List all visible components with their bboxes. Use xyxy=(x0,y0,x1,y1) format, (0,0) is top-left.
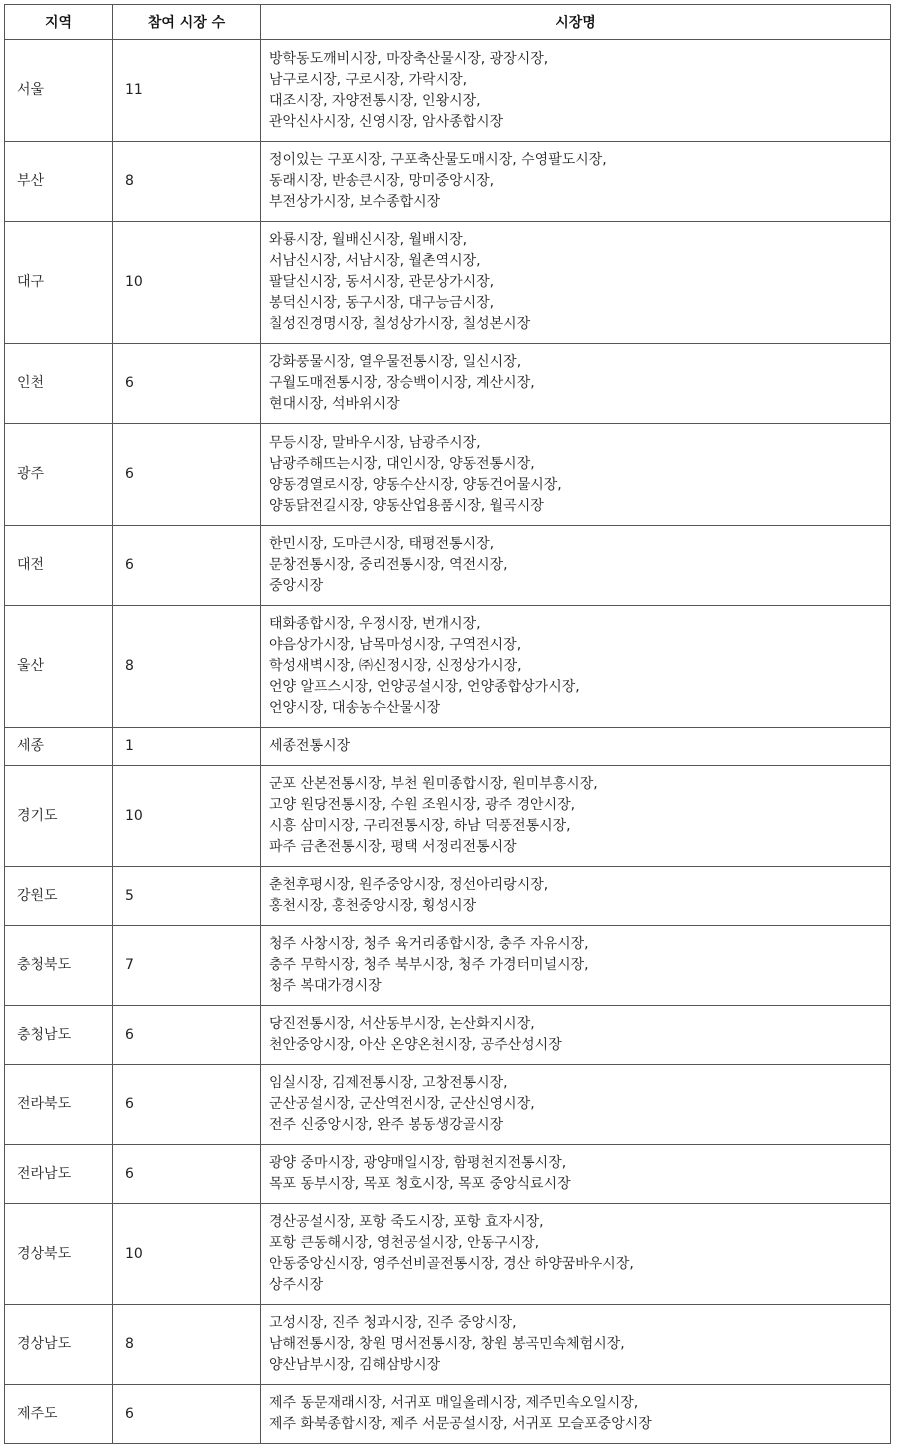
market-line: 제주 동문재래시장, 서귀포 매일올레시장, 제주민속오일시장, xyxy=(269,1395,639,1411)
region-cell: 대전 xyxy=(5,526,113,606)
table-row xyxy=(5,1385,891,1444)
header-row xyxy=(5,5,891,40)
market-line: 남구로시장, 구로시장, 가락시장, xyxy=(269,71,468,88)
count-cell: 6 xyxy=(113,1065,261,1145)
market-line: 세종전통시장 xyxy=(269,738,351,754)
count-cell: 6 xyxy=(113,1006,261,1065)
table-row xyxy=(5,1006,891,1065)
count-cell: 5 xyxy=(113,867,261,926)
table-row xyxy=(5,606,891,728)
markets-cell xyxy=(261,424,891,526)
markets-cell xyxy=(261,526,891,606)
market-table xyxy=(4,4,891,1444)
market-line: 전주 신중앙시장, 완주 봉동생강골시장 xyxy=(269,1117,504,1133)
market-line: 고양 원당전통시장, 수원 조원시장, 광주 경안시장, xyxy=(269,797,576,813)
market-line: 양동경열로시장, 양동수산시장, 양동건어물시장, xyxy=(269,476,562,493)
market-line: 제주 화북종합시장, 제주 서문공설시장, 서귀포 모슬포중앙시장 xyxy=(269,1416,652,1432)
market-line: 춘천후평시장, 원주중앙시장, 정선아리랑시장, xyxy=(269,877,549,893)
count-cell: 1 xyxy=(113,728,261,766)
region-cell: 광주 xyxy=(5,424,113,526)
market-line: 언양 알프스시장, 언양공설시장, 언양종합상가시장, xyxy=(269,679,580,695)
market-line: 군산공설시장, 군산역전시장, 군산신영시장, xyxy=(269,1096,535,1112)
region-cell: 충청북도 xyxy=(5,926,113,1006)
count-cell: 6 xyxy=(113,1145,261,1204)
count-cell: 6 xyxy=(113,344,261,424)
table-row xyxy=(5,526,891,606)
region-cell: 서울 xyxy=(5,40,113,142)
market-line: 한민시장, 도마큰시장, 태평전통시장, xyxy=(269,536,495,552)
count-cell: 10 xyxy=(113,222,261,344)
table-row xyxy=(5,222,891,344)
table-body xyxy=(5,40,891,1444)
market-line: 대조시장, 자양전통시장, 인왕시장, xyxy=(269,92,481,109)
market-line: 포항 큰동해시장, 영천공설시장, 안동구시장, xyxy=(269,1235,540,1251)
market-line: 봉덕신시장, 동구시장, 대구능금시장, xyxy=(269,295,495,311)
count-cell: 10 xyxy=(113,1204,261,1305)
market-line: 서남신시장, 서남시장, 월촌역시장, xyxy=(269,253,481,269)
count-cell: 6 xyxy=(113,526,261,606)
markets-cell xyxy=(261,1006,891,1065)
markets-cell xyxy=(261,142,891,222)
market-line: 구월도매전통시장, 장승백이시장, 계산시장, xyxy=(269,375,535,391)
count-cell: 6 xyxy=(113,1385,261,1444)
market-line: 청주 사창시장, 청주 육거리종합시장, 충주 자유시장, xyxy=(269,936,589,952)
table-row xyxy=(5,1204,891,1305)
market-line: 야음상가시장, 남목마성시장, 구역전시장, xyxy=(269,637,522,653)
market-line: 칠성진경명시장, 칠성상가시장, 칠성본시장 xyxy=(269,316,531,332)
market-line: 임실시장, 김제전통시장, 고창전통시장, xyxy=(269,1075,508,1091)
market-line: 천안중앙시장, 아산 온양온천시장, 공주산성시장 xyxy=(269,1037,562,1053)
region-cell: 경상북도 xyxy=(5,1204,113,1305)
markets-cell xyxy=(261,728,891,766)
count-cell: 8 xyxy=(113,1305,261,1385)
region-cell: 제주도 xyxy=(5,1385,113,1444)
market-line: 언양시장, 대송농수산물시장 xyxy=(269,700,441,716)
market-line: 양산남부시장, 김해삼방시장 xyxy=(269,1357,441,1373)
table-row xyxy=(5,766,891,867)
market-line: 상주시장 xyxy=(269,1277,324,1293)
market-line: 당진전통시장, 서산동부시장, 논산화지시장, xyxy=(269,1016,535,1032)
market-line: 군포 산본전통시장, 부천 원미종합시장, 원미부흥시장, xyxy=(269,776,598,792)
markets-cell xyxy=(261,1145,891,1204)
region-cell: 세종 xyxy=(5,728,113,766)
header-count: 참여 시장 수 xyxy=(113,5,261,40)
market-line: 홍천시장, 홍천중앙시장, 횡성시장 xyxy=(269,898,477,914)
count-cell: 6 xyxy=(113,424,261,526)
market-line: 태화종합시장, 우정시장, 번개시장, xyxy=(269,616,481,632)
table-row xyxy=(5,1305,891,1385)
market-line: 고성시장, 진주 청과시장, 진주 중앙시장, xyxy=(269,1315,517,1331)
region-cell: 부산 xyxy=(5,142,113,222)
table-row xyxy=(5,926,891,1006)
region-cell: 울산 xyxy=(5,606,113,728)
market-line: 양동닭전길시장, 양동산업용품시장, 월곡시장 xyxy=(269,497,544,514)
markets-cell xyxy=(261,40,891,142)
markets-cell xyxy=(261,344,891,424)
count-cell: 10 xyxy=(113,766,261,867)
region-cell: 경상남도 xyxy=(5,1305,113,1385)
market-line: 안동중앙신시장, 영주선비골전통시장, 경산 하양꿈바우시장, xyxy=(269,1256,634,1272)
table-row xyxy=(5,728,891,766)
count-cell: 8 xyxy=(113,606,261,728)
market-line: 동래시장, 반송큰시장, 망미중앙시장, xyxy=(269,173,495,189)
market-line: 현대시장, 석바위시장 xyxy=(269,396,400,412)
market-line: 남해전통시장, 창원 명서전통시장, 창원 봉곡민속체험시장, xyxy=(269,1336,625,1352)
market-line: 강화풍물시장, 열우물전통시장, 일신시장, xyxy=(269,354,522,370)
table-row xyxy=(5,344,891,424)
market-line: 광양 중마시장, 광양매일시장, 함평천지전통시장, xyxy=(269,1155,567,1171)
table-row xyxy=(5,1145,891,1204)
markets-cell xyxy=(261,222,891,344)
header-markets: 시장명 xyxy=(261,5,891,40)
region-cell: 전라북도 xyxy=(5,1065,113,1145)
markets-cell xyxy=(261,926,891,1006)
region-cell: 전라남도 xyxy=(5,1145,113,1204)
market-line: 부전상가시장, 보수종합시장 xyxy=(269,194,441,210)
market-line: 충주 무학시장, 청주 북부시장, 청주 가경터미널시장, xyxy=(269,957,589,973)
market-line: 관악신사시장, 신영시장, 암사종합시장 xyxy=(269,113,504,130)
market-line: 남광주해뜨는시장, 대인시장, 양동전통시장, xyxy=(269,455,535,472)
markets-cell xyxy=(261,1305,891,1385)
count-cell: 7 xyxy=(113,926,261,1006)
market-line: 경산공설시장, 포항 죽도시장, 포항 효자시장, xyxy=(269,1214,544,1230)
market-line: 목포 동부시장, 목포 청호시장, 목포 중앙식료시장 xyxy=(269,1176,571,1192)
markets-cell xyxy=(261,1065,891,1145)
market-line: 와룡시장, 월배신시장, 월배시장, xyxy=(269,232,468,248)
markets-cell xyxy=(261,766,891,867)
table-row xyxy=(5,424,891,526)
table-row xyxy=(5,867,891,926)
market-line: 시흥 삼미시장, 구리전통시장, 하남 덕풍전통시장, xyxy=(269,818,571,834)
markets-cell xyxy=(261,606,891,728)
count-cell: 8 xyxy=(113,142,261,222)
market-line: 정이있는 구포시장, 구포축산물도매시장, 수영팔도시장, xyxy=(269,152,607,168)
market-line: 팔달신시장, 동서시장, 관문상가시장, xyxy=(269,274,495,290)
market-line: 중앙시장 xyxy=(269,578,324,594)
region-cell: 인천 xyxy=(5,344,113,424)
table-row xyxy=(5,40,891,142)
region-cell: 충청남도 xyxy=(5,1006,113,1065)
market-line: 파주 금촌전통시장, 평택 서정리전통시장 xyxy=(269,839,517,855)
region-cell: 강원도 xyxy=(5,867,113,926)
markets-cell xyxy=(261,1204,891,1305)
markets-cell xyxy=(261,1385,891,1444)
table-row xyxy=(5,142,891,222)
region-cell: 대구 xyxy=(5,222,113,344)
region-cell: 경기도 xyxy=(5,766,113,867)
market-line: 청주 복대가경시장 xyxy=(269,978,382,994)
market-line: 학성새벽시장, ㈜신정시장, 신정상가시장, xyxy=(269,658,522,674)
table-row xyxy=(5,1065,891,1145)
header-region: 지역 xyxy=(5,5,113,40)
count-cell: 11 xyxy=(113,40,261,142)
markets-cell xyxy=(261,867,891,926)
market-line: 문창전통시장, 중리전통시장, 역전시장, xyxy=(269,557,508,573)
market-line: 방학동도깨비시장, 마장축산물시장, 광장시장, xyxy=(269,50,549,67)
market-line: 무등시장, 말바우시장, 남광주시장, xyxy=(269,434,481,451)
